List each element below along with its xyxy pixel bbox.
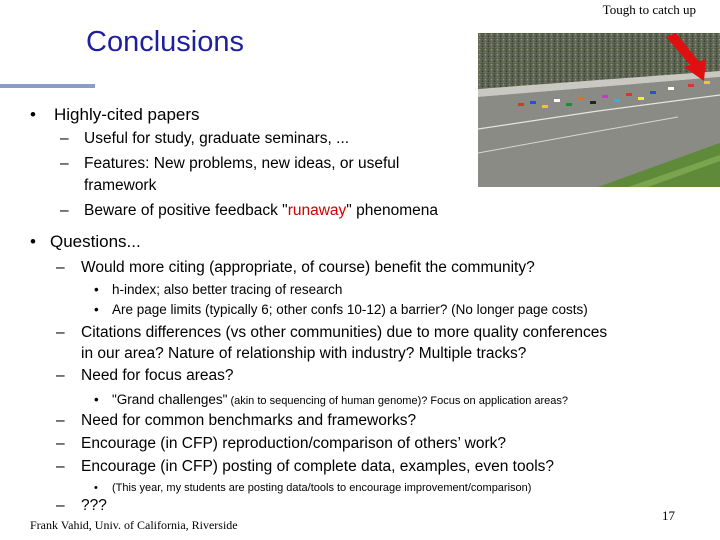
runaway-highlight: runaway <box>287 202 347 219</box>
slide-title: Conclusions <box>86 26 244 58</box>
sub-bullet-beware: – Beware of positive feedback "runaway" phenomena <box>60 202 438 219</box>
sub-sub-bullet-h-index: • h-index; also better tracing of research <box>94 282 343 297</box>
sub-bullet-question-marks: – ??? <box>56 497 107 514</box>
sub-sub-bullet-page-limits: • Are page limits (typically 6; other confs 10-12) a barrier? (No longer page costs) <box>94 302 588 317</box>
sub-sub-bullet-this-year: • (This year, my students are posting data/tools to encourage improvement/comparison) <box>94 482 532 494</box>
sub-bullet-features-cont: framework <box>84 177 157 194</box>
sub-bullet-citations-cont: in our area? Nature of relationship with industry? Multiple tracks? <box>81 345 527 362</box>
sub-sub-bullet-grand-challenges: • "Grand challenges" (akin to sequencing of human genome)? Focus on application areas? <box>94 392 569 407</box>
page-number: 17 <box>662 508 675 523</box>
sub-bullet-features: – Features: New problems, new ideas, or useful <box>60 155 400 172</box>
sub-bullet-reproduction: – Encourage (in CFP) reproduction/comparison of others’ work? <box>56 435 507 452</box>
footer-author: Frank Vahid, Univ. of California, Riverside <box>30 518 238 532</box>
sub-bullet-benchmarks: – Need for common benchmarks and frameworks? <box>56 412 417 429</box>
sub-bullet-posting-data: – Encourage (in CFP) posting of complete data, examples, even tools? <box>56 458 555 475</box>
bullet-questions: • Questions... <box>30 232 141 251</box>
sub-bullet-citing: – Would more citing (appropriate, of course) benefit the community? <box>56 259 535 276</box>
sub-bullet-citations-differences: – Citations differences (vs other communities) due to more quality conferences <box>56 324 608 341</box>
sub-bullet-focus-areas: – Need for focus areas? <box>56 367 234 384</box>
corner-caption: Tough to catch up <box>602 2 696 17</box>
bullet-highly-cited: • Highly-cited papers <box>30 105 200 124</box>
sub-bullet-useful: – Useful for study, graduate seminars, ... <box>60 130 350 147</box>
title-underline <box>0 84 95 88</box>
race-track-photo <box>478 33 720 187</box>
